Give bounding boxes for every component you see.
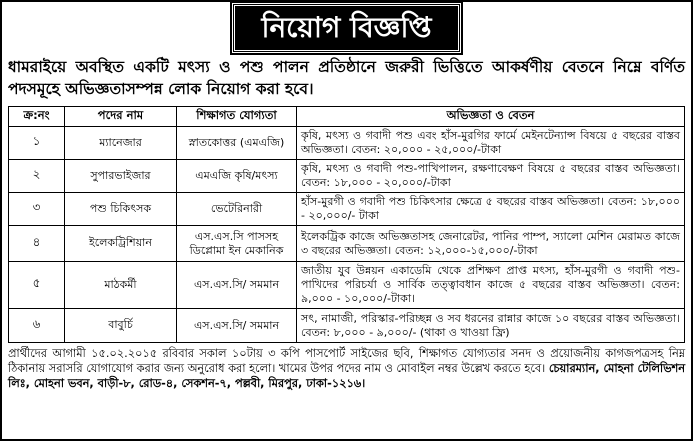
row-experience: ইলেকট্রিক কাজে অভিজ্ঞতাসহ জেনারেটর, পানির পাম্প, স্যালো মেশিন মেরামত কাজে ৩ বছরের অভিজ্ঞতা। বেতন: ১২,০০০-১৫,০০০/-টাকা <box>297 226 685 262</box>
header-experience-salary: অভিজ্ঞতা ও বেতন <box>297 107 685 127</box>
intro-paragraph: ধামরাইয়ে অবস্থিত একটি মৎস্য ও পশু পালন প্রতিষ্ঠানে জরুরী ভিত্তিতে আকর্ষণীয় বেতনে নিম্নে বর্ণিত পদসমূহে অভিজ্ঞতাসম্পন্ন লোক নিয়োগ করা হবে। <box>8 58 685 98</box>
row-post: বাবুর্চি <box>65 309 177 343</box>
header-serial: ক্র:নং <box>9 107 65 127</box>
table-row <box>9 226 685 262</box>
footer-instructions <box>2 343 691 391</box>
header-post: পদের নাম <box>65 107 177 127</box>
table-header-row <box>9 107 685 127</box>
row-serial: ৪ <box>9 226 65 262</box>
row-experience: সৎ, নামাজী, পরিস্কার-পরিচ্ছন্ন ও সব ধরনের রান্নার কাজে ১০ বছরের বাস্তব অভিজ্ঞতা। বেতন: ৮,০০০ - ৯,০০০/- (থাকা ও খাওয়া ফ্রি) <box>297 309 685 343</box>
row-experience: হাঁস-মুরগী ও গবাদী পশু চিকিৎসার ক্ষেত্রে ৫ বছরের বাস্তব অভিজ্ঞতা। বেতন: ১৮,০০০ - ২০,০০০/- টাকা <box>297 193 685 226</box>
row-serial: ৫ <box>9 262 65 309</box>
row-post: ইলেকট্রিশিয়ান <box>65 226 177 262</box>
table-row <box>9 262 685 309</box>
title-bar <box>2 2 691 52</box>
footer-address: চেয়ারম্যান, মোহনা টেলিভিশন লিঃ, মোহনা ভবন, বাড়ী-৮, রোড-৪, সেকশন-৭, পল্লবী, মিরপুর, ঢাকা-১২১৬। <box>8 362 685 390</box>
row-post: সুপারভাইজার <box>65 160 177 193</box>
row-serial: ৬ <box>9 309 65 343</box>
row-serial: ৩ <box>9 193 65 226</box>
row-qualification: এস.এস.সি পাসসহ ডিপ্লোমা ইন মেকানিক <box>177 226 297 262</box>
row-qualification: স্নাতকোত্তর (এমএজি) <box>177 127 297 160</box>
row-qualification: এস.এস.সি/ সমমান <box>177 309 297 343</box>
row-experience: কৃষি, মৎস্য ও গবাদী পশু-পাখিপালন, রক্ষণাবেক্ষণ বিষয়ে ৫ বছরের বাস্তব অভিজ্ঞতা। বেতন: ১৮,০০০ - ২০,০০০/-টাকা <box>297 160 685 193</box>
row-qualification: এস.এস.সি/ সমমান <box>177 262 297 309</box>
row-serial: ১ <box>9 127 65 160</box>
row-qualification: ভেটেরিনারী <box>177 193 297 226</box>
row-post: পশু চিকিৎসক <box>65 193 177 226</box>
table-row <box>9 309 685 343</box>
notice-title: নিয়োগ বিজ্ঞপ্তি <box>232 3 460 53</box>
footer-text: প্রার্থীদের আগামী ১৫.০২.২০১৫ রবিবার সকাল ১০টায় ৩ কপি পাসপোর্ট সাইজের ছবি, শিক্ষাগত যোগ্যতার সনদ ও প্রয়োজনীয় কাগজপত্রসহ নিম্ন ঠিকানায় সরাসরি যোগাযোগ করার জন্য অনুরোধ করা হলো। খামের উপর পদের নাম ও মোবাইল নম্বর উল্লেখ করতে হবে। <box>8 347 685 375</box>
row-post: মাঠকর্মী <box>65 262 177 309</box>
row-experience: জাতীয় যুব উন্নয়ন একাডেমি থেকে প্রশিক্ষণ প্রাপ্ত মৎস্য, হাঁস-মুরগী ও গবাদী পশু-পাখিদের পরিচর্যা ও সার্বিক তত্ত্বাবধান কাজে ৫ বছরের বাস্তব অভিজ্ঞতা। বেতন: ৯,০০০ - ১০,০০০/-টাকা। <box>297 262 685 309</box>
row-serial: ২ <box>9 160 65 193</box>
row-qualification: এমএজি কৃষি/মৎস্য <box>177 160 297 193</box>
row-post: ম্যানেজার <box>65 127 177 160</box>
header-qualification: শিক্ষাগত যোগ্যতা <box>177 107 297 127</box>
table-row <box>9 193 685 226</box>
vacancy-table <box>8 106 685 343</box>
table-row <box>9 127 685 160</box>
table-row <box>9 160 685 193</box>
row-experience: কৃষি, মৎস্য ও গবাদী পশু এবং হাঁস-মুরগির ফার্মে মেইনটেন্যান্স বিষয়ে ৫ বছরের বাস্তব অভিজ্ঞতা। বেতন: ২০,০০০ - ২৫,০০০/-টাকা <box>297 127 685 160</box>
